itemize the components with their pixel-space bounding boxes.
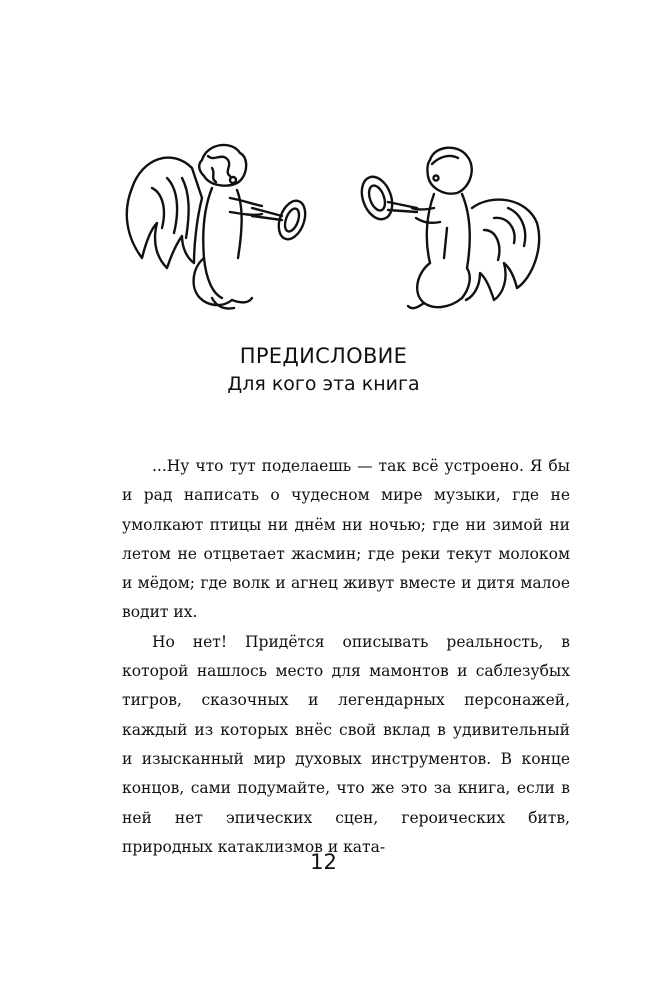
angel-trumpeters-illustration [112,138,552,318]
body-text [122,452,570,862]
chapter-subtitle: Для кого эта книга [227,373,420,395]
paragraph: ...Ну что тут поделаешь — так всё устроено. Я бы и рад написать о чудесном мире музыки, где не умолкают птицы ни днём ни ночью; где ни зимой ни летом не отцветает жасмин; где реки текут молоком и мёдом; где волк и агнец живут вместе и дитя малое водит их. [122,457,570,622]
page-number: 12 [310,850,337,874]
paragraph: Но нет! Придётся описывать реальность, в которой нашлось место для мамонтов и саблезубых тигров, сказочных и легендарных персонажей, каждый из которых внёс свой вклад в удивительный и изысканный мир духовых инструментов. В конце концов, сами подумайте, что же это за книга, если в ней нет эпических сцен, героических битв, природных катаклизмов и ката- [122,632,570,856]
chapter-heading [0,342,647,398]
left-angel-icon [127,145,310,309]
chapter-title: ПРЕДИСЛОВИЕ [239,344,408,368]
right-angel-icon [356,148,539,308]
